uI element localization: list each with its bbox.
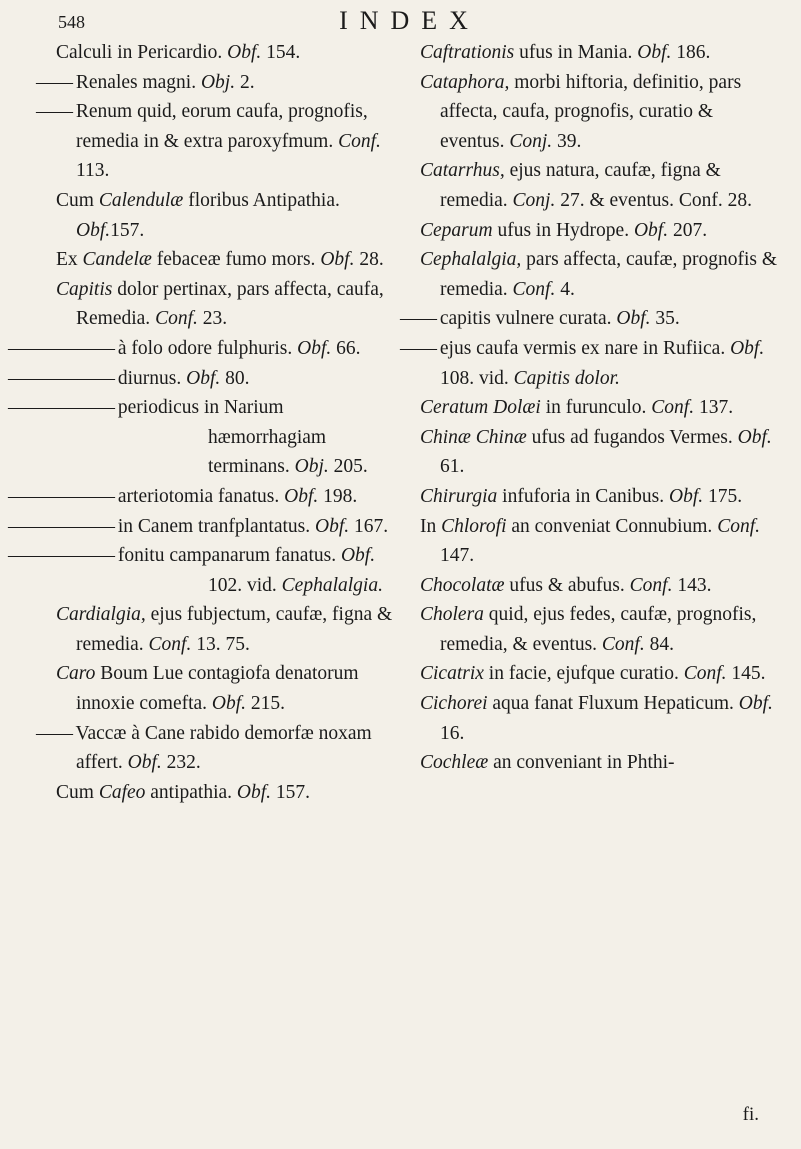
entry-dash: ——————: [8, 397, 113, 419]
index-entry: [56, 38, 406, 68]
entry-number: 205.: [328, 456, 368, 478]
entry-text: ufus in Mania.: [514, 42, 638, 63]
entry-ref: Obf.: [76, 219, 111, 241]
entry-ref: Obj.: [294, 456, 329, 478]
index-entry: [420, 659, 778, 689]
entry-crossref: Cephalalgia.: [281, 574, 383, 596]
entry-number: 145.: [726, 663, 766, 685]
entry-head: Ex: [56, 249, 83, 271]
entry-number: 154.: [261, 42, 301, 63]
index-entry: [420, 216, 778, 246]
page-header: [58, 6, 761, 40]
entry-text: morbi hiftoria, definitio, pars affecta, caufa, prognofis, curatio & eventus.: [440, 71, 742, 152]
entry-ref: Conf.: [717, 515, 760, 537]
entry-text: floribus Antipathia.: [183, 189, 340, 211]
entry-keyword: Candelæ: [82, 249, 152, 271]
entry-text: ufus ad fugandos Vermes.: [526, 426, 738, 448]
index-entry: [56, 778, 406, 808]
entry-number: 16.: [440, 722, 465, 744]
entry-ref: Obf.: [616, 308, 651, 330]
entry-keyword: Capitis: [56, 278, 113, 300]
entry-text: an conveniat Connubium.: [506, 515, 718, 537]
entry-text: ejus caufa vermis ex nare in Rufiica.: [435, 337, 731, 359]
entry-dash: ——————: [8, 337, 113, 359]
entry-keyword: Cafeo: [98, 781, 146, 803]
entry-head: Cum: [56, 189, 99, 211]
entry-dash: ——: [36, 722, 71, 744]
entry-head: Cum: [56, 781, 99, 803]
entry-text: Renales magni.: [71, 71, 201, 93]
entry-dash: ——: [36, 101, 71, 123]
entry-number: 23.: [197, 308, 228, 330]
index-entry: [8, 393, 406, 482]
entry-dash: ——————: [8, 367, 113, 389]
index-entry: [8, 541, 406, 600]
entry-ref: Obf.: [127, 752, 162, 774]
entry-ref: Obf.: [227, 42, 262, 63]
entry-ref: Obf.: [211, 693, 247, 715]
entry-text: quid, ejus fedes, caufæ, prognofis, remedia, & eventus.: [440, 604, 757, 655]
entry-text: diurnus.: [113, 367, 187, 389]
entry-ref: Obf.: [340, 545, 376, 567]
entry-text: infuforia in Canibus.: [497, 485, 669, 507]
index-entry: [8, 482, 406, 512]
entry-keyword: Cichorei: [420, 693, 488, 715]
entry-number: 4.: [555, 278, 575, 300]
entry-keyword: Caro: [56, 663, 96, 685]
entry-number: 157.: [110, 219, 145, 241]
entry-number: 84.: [644, 633, 674, 655]
entry-text: aqua fanat Fluxum Hepaticum.: [487, 693, 739, 715]
entry-number: 186.: [671, 42, 711, 63]
entry-number: 232.: [161, 752, 201, 774]
entry-number: 198.: [318, 485, 358, 507]
entry-ref: Obf.: [633, 219, 669, 241]
entry-keyword: Ceratum Dolæi: [420, 397, 541, 419]
index-entry: [420, 423, 778, 482]
index-entry: [420, 156, 778, 215]
running-title: INDEX: [339, 6, 480, 35]
entry-ref: Obf.: [297, 337, 332, 359]
entry-keyword: Cholera: [420, 604, 484, 626]
entry-number: 143.: [672, 574, 712, 596]
entry-ref: Obf.: [284, 485, 319, 507]
entry-number: 113.: [76, 160, 110, 182]
index-entry: [56, 600, 406, 659]
entry-number: 27. & eventus. Conf. 28.: [555, 189, 752, 211]
entry-keyword: Chirurgia: [420, 485, 498, 507]
entry-text: ejus fubjectum, caufæ, figna & remedia.: [76, 604, 393, 655]
index-entry: [420, 482, 778, 512]
entry-number: 147.: [440, 545, 475, 567]
entry-number: 207.: [668, 219, 708, 241]
entry-text: in Canem tranfplantatus.: [113, 515, 315, 537]
entry-ref: Conf.: [338, 130, 381, 152]
entry-text: febaceæ fumo mors.: [151, 249, 321, 271]
entry-number: 13. 75.: [191, 633, 250, 655]
index-entry: [36, 97, 406, 186]
entry-text: Renum quid, eorum caufa, prognofis, remedia in & extra paroxyfmum.: [71, 101, 368, 152]
entry-dash: ——: [36, 71, 71, 93]
entry-ref: Obf.: [738, 693, 773, 715]
entry-text: Boum Lue contagiofa denatorum innoxie comefta.: [76, 663, 359, 715]
entry-ref: Conj.: [512, 189, 556, 211]
entry-keyword: Ceparum: [420, 219, 493, 241]
entry-ref: Conf.: [629, 574, 673, 596]
entry-keyword: Cataphora,: [420, 71, 510, 93]
entry-ref: Conf.: [155, 308, 198, 330]
entry-number: 175.: [703, 485, 743, 507]
entry-text: capitis vulnere curata.: [435, 308, 617, 330]
entry-head: In: [420, 515, 442, 537]
entry-text: periodicus in Narium hæmorrhagiam terminans.: [113, 397, 327, 478]
entry-keyword: Cephalalgia,: [420, 249, 522, 271]
entry-keyword: Chinæ Chinæ: [420, 426, 527, 448]
index-entry: [420, 689, 778, 748]
entry-number: 28.: [354, 249, 384, 271]
entry-ref: Obf.: [668, 485, 704, 507]
entry-number: 39.: [552, 130, 582, 152]
entry-keyword: Cicatrix: [420, 663, 484, 685]
entry-dash: ——: [400, 337, 435, 359]
index-entry: [8, 364, 406, 394]
entry-ref: Obf.: [637, 42, 672, 63]
entry-keyword: Chocolatæ: [420, 574, 505, 596]
entry-number: 167.: [349, 515, 389, 537]
entry-dash: ——————: [8, 515, 113, 537]
index-entry: [400, 334, 778, 393]
entry-keyword: Calendulæ: [98, 189, 184, 211]
index-entry: [420, 571, 778, 601]
entry-head: Calculi: [56, 42, 113, 63]
entry-ref: Obf.: [730, 337, 765, 359]
entry-ref: Conf.: [512, 278, 556, 300]
entry-ref: Obf.: [186, 367, 221, 389]
entry-dash: ——————: [8, 545, 113, 567]
entry-number: 137.: [694, 397, 734, 419]
index-entry: [36, 719, 406, 778]
entry-text: dolor pertinax, pars affecta, caufa, Remedia.: [76, 278, 384, 330]
entry-text: à folo odore fulphuris.: [113, 337, 298, 359]
entry-dash: ——————: [8, 485, 113, 507]
entry-number: 215.: [246, 693, 286, 715]
entry-keyword: Chlorofi: [441, 515, 507, 537]
index-entry: [56, 275, 406, 334]
entry-number: 157.: [271, 781, 311, 803]
entry-number: 108. vid.: [440, 367, 514, 389]
entry-ref: Obf.: [737, 426, 772, 448]
entry-number: 61.: [440, 456, 465, 478]
entry-ref: Obf.: [315, 515, 350, 537]
catchword: fi.: [742, 1104, 759, 1125]
entry-number: 80.: [220, 367, 250, 389]
entry-number: 2.: [235, 71, 255, 93]
entry-keyword: Cochleæ: [420, 752, 489, 774]
index-entry: [420, 38, 778, 68]
entry-text: pars affecta, caufæ, prognofis & remedia.: [440, 249, 778, 300]
entry-text: Vaccæ à Cane rabido demorfæ noxam affert.: [71, 722, 372, 774]
entry-number: 66.: [331, 337, 361, 359]
entry-text: an conveniant in Phthi-: [488, 752, 675, 774]
entry-number: 35.: [650, 308, 680, 330]
entry-text: in facie, ejufque curatio.: [483, 663, 684, 685]
index-entry: [420, 748, 778, 778]
entry-ref: Conf.: [683, 663, 727, 685]
entry-ref: Conf.: [601, 633, 645, 655]
entry-text: ejus natura, caufæ, figna & remedia.: [440, 160, 721, 211]
index-column-right: [400, 38, 778, 778]
index-entry: [36, 68, 406, 98]
index-entry: [420, 68, 778, 157]
entry-ref: Conf.: [651, 397, 695, 419]
index-entry: [420, 600, 778, 659]
index-entry: [8, 512, 406, 542]
index-entry: [56, 186, 406, 245]
entry-keyword: Cardialgia,: [56, 604, 146, 626]
entry-dash: ——: [400, 308, 435, 330]
entry-text: in Pericardio.: [112, 42, 228, 63]
index-entry: [420, 245, 778, 304]
entry-ref: Obf.: [236, 781, 272, 803]
entry-number: 102. vid.: [208, 574, 282, 596]
index-entry: [420, 512, 778, 571]
entry-text: ufus & abufus.: [504, 574, 630, 596]
index-entry: [56, 245, 406, 275]
entry-text: fonitu campanarum fanatus.: [113, 545, 341, 567]
entry-ref: Conf.: [148, 633, 192, 655]
index-entry: [420, 393, 778, 423]
entry-ref: Conj.: [509, 130, 553, 152]
index-entry: [56, 659, 406, 718]
entry-text: in furunculo.: [540, 397, 652, 419]
index-entry: [400, 304, 778, 334]
entry-text: ufus in Hydrope.: [492, 219, 634, 241]
page-number: 548: [58, 12, 85, 32]
entry-ref: Obf.: [320, 249, 355, 271]
entry-crossref: Capitis dolor.: [513, 367, 620, 389]
entry-ref: Obj.: [200, 71, 236, 93]
entry-text: arteriotomia fanatus.: [113, 485, 285, 507]
index-entry: [8, 334, 406, 364]
index-column-left: [8, 38, 406, 807]
entry-text: antipathia.: [145, 781, 237, 803]
entry-keyword: Catarrhus,: [420, 160, 505, 182]
entry-keyword: Caftrationis: [420, 42, 515, 63]
